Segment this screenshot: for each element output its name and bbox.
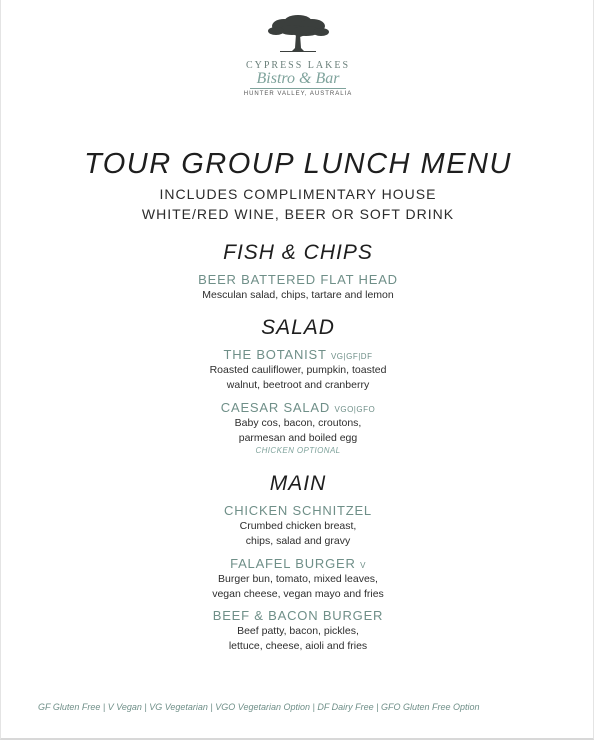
desc-line: lettuce, cheese, aioli and fries: [228, 639, 368, 652]
menu-item-desc: [1, 572, 594, 601]
option-note: CHICKEN OPTIONAL: [255, 446, 341, 455]
menu-item-desc: [1, 363, 594, 392]
item-title: BEER BATTERED FLAT HEAD: [198, 272, 398, 287]
logo-divider: [250, 88, 346, 89]
item-title: CAESAR SALAD: [220, 400, 331, 415]
dietary-legend: GF Gluten Free | V Vegan | VG Vegetarian | VGO Vegetarian Option | DF Dairy Free | GFO Gluten Free Option: [38, 702, 480, 712]
section-heading-fish-chips: FISH & CHIPS: [223, 241, 373, 264]
desc-line: chips, salad and gravy: [245, 534, 351, 547]
tree-icon: [266, 14, 330, 54]
desc-line: Burger bun, tomato, mixed leaves,: [218, 573, 378, 585]
section-heading-main: MAIN: [269, 472, 327, 495]
item-title: CHICKEN SCHNITZEL: [224, 503, 372, 518]
item-title: FALAFEL BURGER: [230, 556, 356, 571]
desc-line: walnut, beetroot and cranberry: [226, 378, 370, 391]
menu-item-name: [1, 347, 594, 362]
includes-note: [1, 184, 594, 224]
desc-line: Crumbed chicken breast,: [239, 520, 357, 532]
menu-item-name: [1, 556, 594, 571]
menu-item-name: [1, 400, 594, 415]
menu-item-name: [1, 503, 594, 518]
dietary-tags: V: [360, 561, 366, 570]
desc-line: parmesan and boiled egg: [238, 431, 358, 444]
desc-line: Mesculan salad, chips, tartare and lemon: [202, 289, 394, 301]
menu-item-name: [1, 608, 594, 623]
desc-line: vegan cheese, vegan mayo and fries: [212, 587, 384, 600]
item-title: BEEF & BACON BURGER: [212, 608, 384, 623]
section-heading-salad: SALAD: [261, 316, 335, 339]
item-title: THE BOTANIST: [223, 347, 327, 362]
logo-script: Bistro & Bar: [256, 70, 340, 87]
logo-name: CYPRESS LAKES: [245, 60, 351, 71]
includes-line: INCLUDES COMPLIMENTARY HOUSE: [159, 186, 437, 202]
includes-line: WHITE/RED WINE, BEER OR SOFT DRINK: [141, 206, 455, 222]
logo: [1, 14, 594, 97]
dietary-tags: VGO|GFO: [334, 405, 376, 414]
desc-line: Baby cos, bacon, croutons,: [234, 417, 362, 429]
menu-item-desc: [1, 416, 594, 445]
logo-location: HUNTER VALLEY, AUSTRALIA: [243, 91, 353, 97]
menu-item-desc: [1, 624, 594, 653]
menu-item-desc: [1, 288, 594, 303]
dietary-tags: VG|GF|DF: [330, 352, 373, 361]
menu-item-desc: [1, 519, 594, 548]
menu-item-name: [1, 272, 594, 287]
page-title: TOUR GROUP LUNCH MENU: [84, 148, 512, 180]
desc-line: Roasted cauliflower, pumpkin, toasted: [209, 364, 387, 376]
desc-line: Beef patty, bacon, pickles,: [237, 625, 359, 637]
